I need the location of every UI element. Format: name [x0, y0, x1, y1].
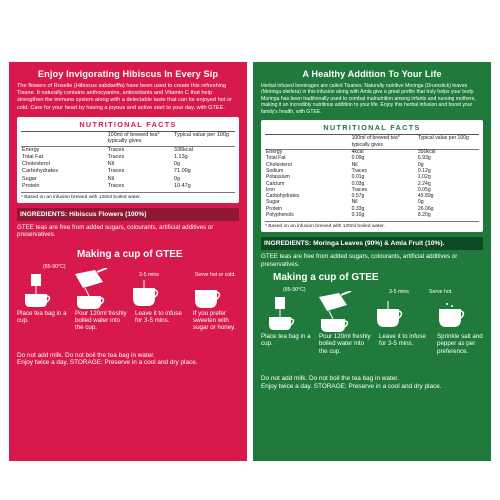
- table-cell: Nil: [351, 161, 358, 168]
- table-cell: Iron: [266, 186, 275, 193]
- table-row: [21, 168, 235, 175]
- brewing-illustrations: [15, 262, 241, 310]
- step-3: Leave it to infuse for 3-5 mins.: [135, 309, 182, 325]
- step-1: Place tea bag in a cup.: [17, 309, 67, 325]
- table-cell: 0g: [417, 161, 424, 168]
- duration-label: 3-5 mins: [389, 289, 409, 296]
- table-row: [21, 161, 235, 168]
- table-cell: Cholesterol: [266, 161, 292, 168]
- footer-line-2: Enjoy twice a day. STORAGE: Preserve in a cool and dry place.: [261, 382, 442, 390]
- table-cell: Sugar: [266, 199, 280, 206]
- sweetener-cup-icon: [191, 286, 223, 310]
- table-header-cell: 100ml of brewed tea* typically gives: [351, 135, 417, 149]
- step-2: Pour 120ml freshly boiled water into the cup.: [319, 333, 371, 355]
- table-cell: 0.05g: [417, 186, 431, 193]
- free-from-statement: GTEE teas are free from added sugars, colourants, artificial additives or preservatives.: [261, 253, 458, 268]
- step-2: Pour 120ml freshly boiled water into the cup.: [75, 309, 127, 332]
- brewing-illustrations: [259, 285, 485, 333]
- nutrition-table: [265, 135, 479, 219]
- table-cell: 45.89g: [417, 193, 434, 200]
- table-cell: 4kcal: [351, 149, 364, 156]
- kettle-pouring-icon: [67, 268, 117, 310]
- table-cell: 0.09g: [351, 155, 365, 162]
- step-1: Place tea bag in a cup.: [261, 333, 311, 348]
- table-cell: 8.20g: [417, 212, 431, 218]
- table-cell: 350kcal: [417, 149, 436, 156]
- moringa-panel: [253, 62, 491, 461]
- hibiscus-headline: Enjoy Invigorating Hibiscus In Every Sip: [37, 69, 219, 79]
- moringa-intro: Herbal infused beverages are called Tisanes. Naturally nutritive Moringa (Drumstick) leaves (Moringa oleifera) in this infusion along with Amla give a great profile that truly helps your body. Moringa has been traditionally used to combat malnutrition among infants and nursing mothers, making it an incredibly nutritious addition to your life. Enjoy this herbal infusion and boost your family's health, with GTEE.: [261, 83, 476, 115]
- temperature-label: (85-90°C): [43, 263, 66, 270]
- table-cell: 1.13g: [173, 154, 188, 160]
- table-cell: 0.12g: [417, 167, 431, 174]
- footer-line-1: Do not add milk. Do not boil the tea bag in water.: [261, 375, 399, 383]
- table-cell: Nil: [351, 199, 358, 206]
- serving-label: Serve hot.: [429, 289, 453, 296]
- table-cell: 336kcal: [173, 146, 193, 153]
- table-header-cell: [265, 135, 351, 149]
- table-cell: 10.47g: [173, 182, 191, 189]
- table-header-cell: Typical value per 100g: [173, 132, 235, 146]
- table-cell: Energy: [22, 146, 40, 153]
- table-row: [265, 213, 479, 219]
- table-header-cell: Typical value per 100g: [417, 135, 479, 149]
- hibiscus-nutrition-facts: [17, 117, 239, 203]
- free-from-statement: GTEE teas are free from added sugars, colourants, artificial additives or preservatives.: [17, 223, 214, 239]
- table-cell: 0.33g: [351, 205, 365, 212]
- brewing-steps: [15, 310, 241, 352]
- table-cell: 0.10g: [351, 212, 365, 218]
- usage-footer: [261, 375, 483, 390]
- table-cell: Carbohydrates: [266, 193, 300, 200]
- table-cell: 0.03g: [351, 180, 365, 187]
- table-row: [21, 146, 235, 154]
- step-4: If you prefer sweeten with sugar or honey.: [193, 309, 236, 332]
- table-header-row: [265, 135, 479, 149]
- table-cell: 0g: [417, 199, 424, 206]
- table-cell: 1.02g: [417, 174, 431, 181]
- table-cell: Polyphenols: [266, 212, 294, 218]
- table-header-row: [21, 132, 235, 146]
- nutrition-title: NUTRITIONAL FACTS: [265, 123, 479, 135]
- table-cell: Traces: [351, 167, 367, 174]
- table-cell: 6.93g: [417, 155, 431, 162]
- nutrition-table: [21, 132, 235, 190]
- tea-bag-cup-icon: [21, 274, 53, 308]
- salt-pepper-cup-icon: [435, 301, 467, 329]
- table-cell: Nil: [107, 161, 115, 168]
- table-cell: Calcium: [266, 180, 285, 187]
- table-cell: 0.01g: [351, 174, 365, 181]
- making-heading: Making a cup of GTEE: [273, 272, 379, 284]
- steeping-cup-icon: [131, 280, 161, 308]
- table-row: [21, 154, 235, 161]
- table-row: [21, 182, 235, 189]
- kettle-pouring-icon: [311, 291, 361, 333]
- nutrition-footnote: * Based on an infusion brewed with 120ml boiled water.: [265, 221, 479, 229]
- moringa-nutrition-facts: [261, 120, 483, 232]
- table-cell: Total Fat: [22, 154, 44, 160]
- hibiscus-intro: The flowers of Roselle (Hibiscus sabdariffa) have been used to create this refreshing Tisane. It naturally contains anthocyanins, antioxidants and Vitamin C that help strengthen the immune system along with a delectable taste that can be enjoyed hot or cold. Care for your heart by having a joyous and active start to your day, with GTEE.: [17, 83, 232, 111]
- duration-label: 3-5 mins: [139, 271, 159, 278]
- table-cell: 0g: [173, 161, 181, 168]
- footer-line-2: Enjoy twice a day. STORAGE: Preserve in a cool and dry place.: [17, 359, 198, 367]
- table-cell: Traces: [107, 182, 125, 189]
- making-heading: Making a cup of GTEE: [77, 248, 183, 260]
- moringa-ingredients: INGREDIENTS: Moringa Leaves (90%) & Amla Fruit (10%).: [261, 237, 483, 250]
- table-cell: Protein: [22, 182, 40, 189]
- table-cell: 0g: [173, 175, 181, 182]
- table-cell: Traces: [107, 146, 125, 153]
- table-cell: Traces: [351, 186, 367, 193]
- table-cell: 71.00g: [173, 168, 191, 175]
- table-header-cell: [21, 132, 107, 146]
- table-cell: Carbohydrates: [22, 168, 59, 175]
- table-cell: 0.57g: [351, 193, 365, 200]
- brewing-steps: [259, 333, 485, 375]
- table-cell: Traces: [107, 154, 125, 160]
- footer-line-1: Do not add milk. Do not boil the tea bag in water.: [17, 351, 155, 359]
- table-cell: 26.06g: [417, 205, 434, 212]
- table-cell: Cholesterol: [22, 161, 50, 168]
- step-4: Sprinkle salt and pepper as per preference.: [437, 333, 483, 355]
- table-cell: Sodium: [266, 167, 284, 174]
- usage-footer: [17, 352, 239, 367]
- serving-label: Serve hot or cold.: [195, 271, 236, 278]
- nutrition-footnote: * Based on an infusion brewed with 120ml boiled water.: [21, 192, 235, 200]
- temperature-label: (85-90°C): [283, 287, 306, 294]
- tea-bag-cup-icon: [265, 297, 297, 331]
- hibiscus-panel: [9, 62, 247, 461]
- steeping-cup-icon: [375, 301, 405, 329]
- table-cell: Energy: [266, 149, 283, 156]
- hibiscus-ingredients: INGREDIENTS: Hibiscus Flowers (100%): [17, 208, 239, 221]
- table-row: [265, 149, 479, 156]
- table-row: [21, 175, 235, 182]
- table-cell: Nil: [107, 175, 115, 182]
- table-cell: Traces: [107, 168, 125, 175]
- table-cell: Protein: [266, 205, 283, 212]
- table-header-cell: 100ml of brewed tea* typically gives: [107, 132, 173, 146]
- table-cell: 2.24g: [417, 180, 431, 187]
- table-cell: Potassium: [266, 174, 290, 181]
- nutrition-title: NUTRITIONAL FACTS: [21, 120, 235, 132]
- table-cell: Sugar: [22, 175, 37, 182]
- moringa-headline: A Healthy Addition To Your Life: [302, 69, 442, 79]
- table-cell: Total Fat: [266, 155, 286, 162]
- step-3: Leave it to infuse for 3-5 mins.: [379, 333, 426, 348]
